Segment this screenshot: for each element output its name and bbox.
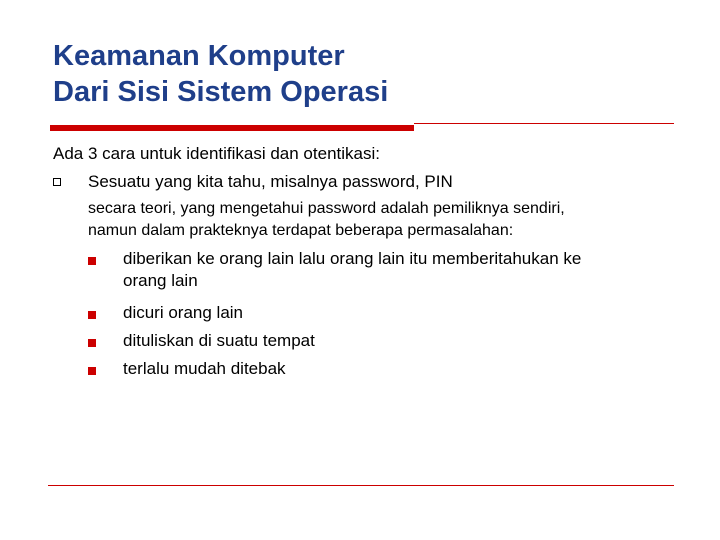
title-underline-thin [414, 123, 674, 124]
hollow-square-bullet-icon [53, 178, 61, 186]
red-square-bullet-icon [88, 311, 96, 319]
bullet-1-text: Sesuatu yang kita tahu, misalnya password, PIN [88, 172, 453, 191]
bullet-1-paragraph-line-1: secara teori, yang mengetahui password adalah pemiliknya sendiri, [88, 200, 565, 217]
title-line-1: Keamanan Komputer [53, 40, 345, 72]
intro-text: Ada 3 cara untuk identifikasi dan otentikasi: [53, 144, 380, 163]
title-underline-thick [50, 125, 414, 131]
bottom-divider [48, 485, 674, 486]
slide-title [53, 38, 388, 110]
sub-item-1-text-cont: orang lain [123, 271, 198, 290]
sub-item-4-text: terlalu mudah ditebak [123, 359, 286, 378]
bullet-1-paragraph-line-2: namun dalam prakteknya terdapat beberapa permasalahan: [88, 222, 514, 239]
sub-item-3-text: dituliskan di suatu tempat [123, 331, 315, 350]
red-square-bullet-icon [88, 367, 96, 375]
sub-item-2-text: dicuri orang lain [123, 303, 244, 322]
sub-item-1-text: diberikan ke orang lain lalu orang lain itu memberitahukan ke [123, 249, 582, 268]
red-square-bullet-icon [88, 339, 96, 347]
red-square-bullet-icon [88, 257, 96, 265]
title-line-2: Dari Sisi Sistem Operasi [53, 76, 389, 108]
